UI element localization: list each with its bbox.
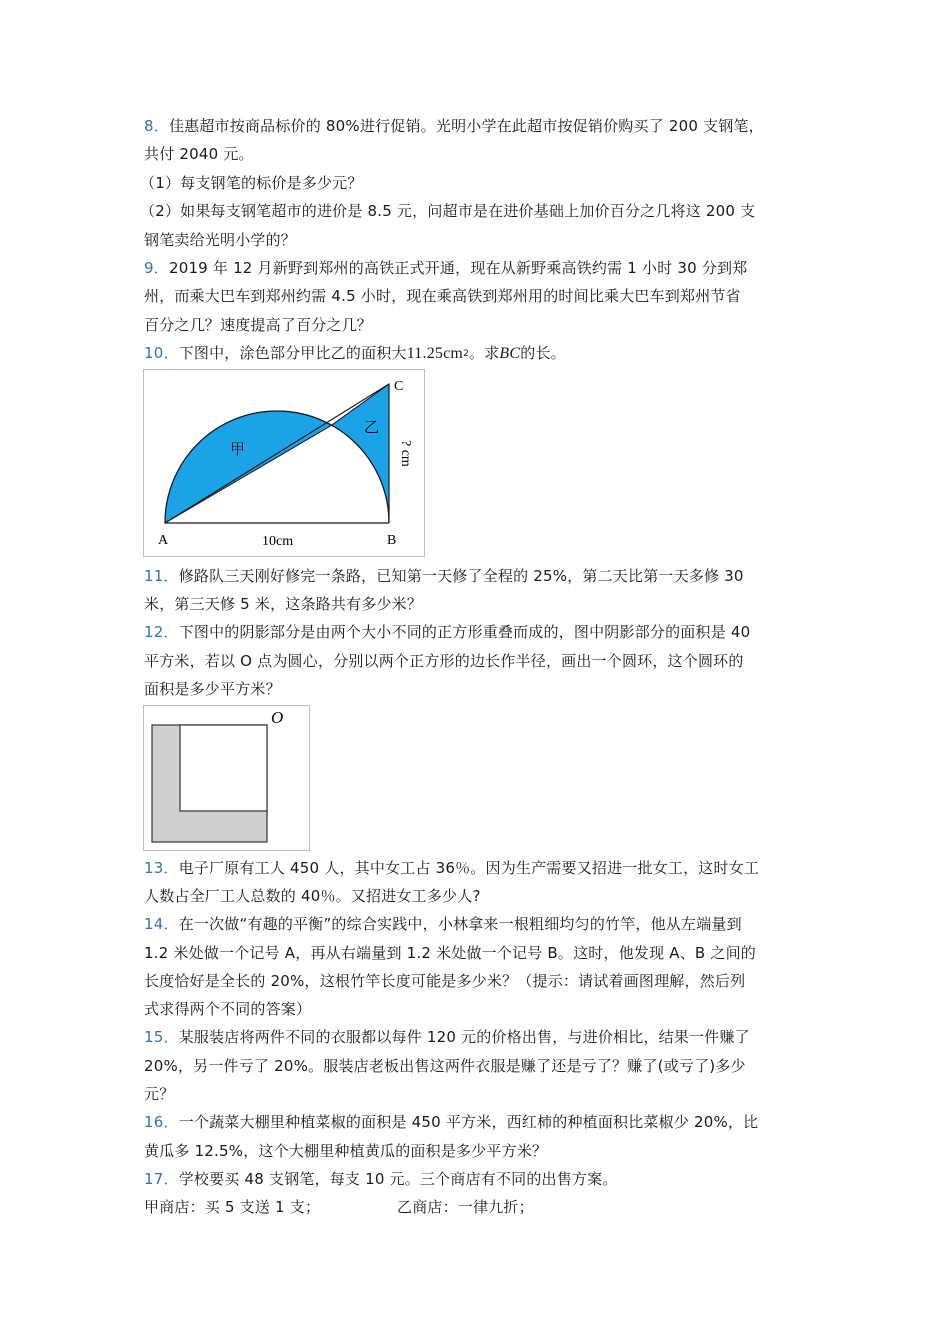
q11-text: 修路队三天刚好修完一条路，已知第一天修了全程的 25%，第二天比第一天多修 30 <box>178 567 744 585</box>
q8-line-1 <box>144 116 764 136</box>
q12-figure <box>143 705 310 851</box>
q9-line-1 <box>144 258 747 278</box>
q14-line-4: 式求得两个不同的答案） <box>144 1000 312 1018</box>
q17-number: 17． <box>144 1170 179 1188</box>
q8-sub-1: （1）每支钢笔的标价是多少元？ <box>140 174 363 192</box>
q8-line-2: 共付 2040 元。 <box>144 145 254 163</box>
q10-number: 10． <box>144 344 179 362</box>
q10-line-1 <box>144 343 566 364</box>
q13-text: 电子厂原有工人 450 人，其中女工占 36％。因为生产需要又招进一批女工，这时女工 <box>178 859 760 877</box>
q9-line-2: 州，而乘大巴车到郑州约需 4.5 小时，现在乘高铁到郑州用的时间比乘大巴车到郑州节省 <box>144 287 741 305</box>
label-c: C <box>394 379 404 394</box>
q10-area-exponent: 2 <box>463 349 469 359</box>
q17-shop-b: 乙商店：一律九折； <box>397 1198 534 1216</box>
q13-line-2: 人数占全厂工人总数的 40％。又招进女工多少人? <box>144 887 481 905</box>
q12-line-2: 平方米，若以 O 点为圆心，分别以两个正方形的边长作半径，画出一个圆环，这个圆环的 <box>144 652 744 670</box>
q16-line-2: 黄瓜多 12.5%，这个大棚里种植黄瓜的面积是多少平方米？ <box>144 1142 548 1160</box>
q11-line-2: 米，第三天修 5 米，这条路共有多少米？ <box>144 595 423 613</box>
q10-area-value: 11.25cm <box>406 345 464 362</box>
q10-figure <box>143 369 425 557</box>
region-jia <box>165 411 332 523</box>
q11-number: 11． <box>144 567 179 585</box>
q15-line-1 <box>144 1027 750 1047</box>
q17-line-1 <box>144 1169 618 1189</box>
q15-line-3: 元？ <box>144 1085 175 1103</box>
q12-line-3: 面积是多少平方米？ <box>144 680 281 698</box>
q15-number: 15． <box>144 1028 179 1046</box>
q14-text: 在一次做“有趣的平衡”的综合实践中，小林拿来一根粗细均匀的竹竿，他从左端量到 <box>178 915 742 933</box>
q10-diagram <box>144 370 424 556</box>
q10-segment-bc: BC <box>499 345 521 362</box>
label-a: A <box>158 533 169 548</box>
label-o: O <box>271 708 284 727</box>
label-yi: 乙 <box>364 420 380 436</box>
q16-text: 一个蔬菜大棚里种植菜椒的面积是 450 平方米，西红柿的种植面积比菜椒少 20%，比 <box>178 1113 759 1131</box>
label-base-length: 10cm <box>262 534 294 549</box>
q10-text-a: 下图中，涂色部分甲比乙的面积大 <box>178 344 407 362</box>
q14-line-1 <box>144 914 742 934</box>
q16-line-1 <box>144 1112 758 1132</box>
q9-line-3: 百分之几？速度提高了百分之几？ <box>144 316 373 334</box>
q17-shop-a: 甲商店：买 5 支送 1 支； <box>144 1198 321 1216</box>
q8-sub-2: （2）如果每支钢笔超市的进价是 8.5 元，问超市是在进价基础上加价百分之几将这 200 支 <box>140 202 756 220</box>
label-b: B <box>387 533 397 548</box>
q9-number: 9． <box>144 259 169 277</box>
q10-text-b: 。求 <box>469 344 500 362</box>
q12-number: 12． <box>144 623 179 641</box>
q15-text: 某服装店将两件不同的衣服都以每件 120 元的价格出售，与进价相比，结果一件赚了 <box>178 1028 750 1046</box>
q9-text: 2019 年 12 月新野到郑州的高铁正式开通，现在从新野乘高铁约需 1 小时 30 分到郑 <box>168 259 748 277</box>
q11-line-1 <box>144 566 744 586</box>
q8-sub-2-cont: 钢笔卖给光明小学的？ <box>144 231 297 249</box>
q8-text: 佳惠超市按商品标价的 80%进行促销。光明小学在此超市按促销价购买了 200 支钢笔， <box>168 117 764 135</box>
q15-line-2: 20%，另一件亏了 20%。服装店老板出售这两件衣服是赚了还是亏了？赚了(或亏了)多少 <box>144 1057 746 1075</box>
label-jia: 甲 <box>230 442 246 458</box>
q16-number: 16． <box>144 1113 179 1131</box>
q8-number: 8． <box>144 117 169 135</box>
q13-line-1 <box>144 858 759 878</box>
q13-number: 13． <box>144 859 179 877</box>
q10-text-c: 的长。 <box>520 344 566 362</box>
label-height-unknown: ? cm <box>398 440 413 467</box>
q12-diagram <box>144 706 309 850</box>
q14-number: 14． <box>144 915 179 933</box>
q14-line-2: 1.2 米处做一个记号 A，再从右端量到 1.2 米处做一个记号 B。这时，他发现 A、B 之间的 <box>144 944 756 962</box>
small-square <box>180 725 267 811</box>
q14-line-3: 长度恰好是全长的 20%，这根竹竿长度可能是多少米？（提示：请试着画图理解，然后列 <box>144 972 746 990</box>
region-yi <box>332 384 389 523</box>
q17-text: 学校要买 48 支钢笔，每支 10 元。三个商店有不同的出售方案。 <box>178 1170 618 1188</box>
q12-line-1 <box>144 622 750 642</box>
q12-text: 下图中的阴影部分是由两个大小不同的正方形重叠而成的，图中阴影部分的面积是 40 <box>178 623 751 641</box>
